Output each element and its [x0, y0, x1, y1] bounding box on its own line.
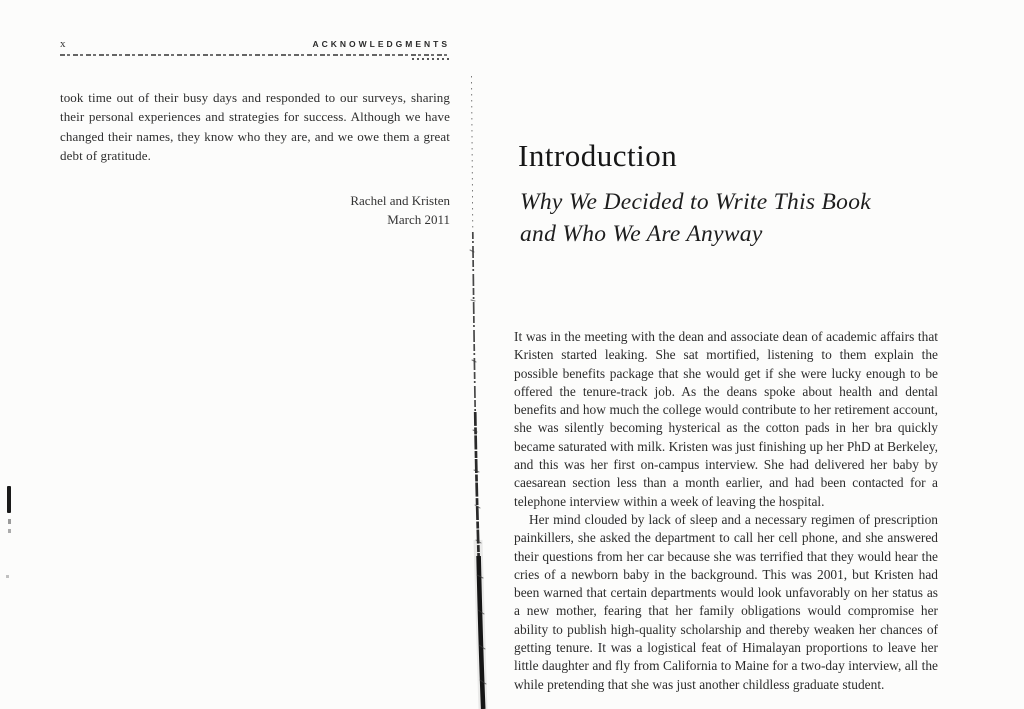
acknowledgments-paragraph: took time out of their busy days and responded to our surveys, sharing their personal experiences and strategies for success. Although we have changed their names, they know who they are, and we owe them a great debt of gratitude. [60, 89, 450, 163]
left-page [60, 38, 450, 230]
scan-artifact-mark [7, 486, 11, 513]
chapter-subtitle-line2: and Who We Are Anyway [520, 221, 763, 247]
header-rule-dots [412, 58, 450, 60]
signature-date: March 2011 [387, 212, 450, 227]
scan-artifact-mark [8, 529, 11, 533]
page-number: x [60, 38, 66, 50]
intro-paragraph-2: Her mind clouded by lack of sleep and a necessary regimen of prescription painkillers, she asked the department to call her cell phone, and she answered their questions from her car because she was terrified that they would hear the cries of a newborn baby in the background. This was 2001, but Kristen had been warned that certain departments would look unfavorably on her status as a new mother, fearing that her family obligations would compromise her ability to publish high-quality scholarship and thereby weaken her chances of getting tenure. It was a logistical feat of Himalayan proportions to leave her little daughter and fly from California to Maine for a two-day interview, all the while pretending that she was just another childless graduate student. [514, 511, 938, 692]
scan-artifact-mark [6, 575, 9, 578]
header-rule [60, 54, 450, 56]
left-page-header [60, 38, 450, 52]
signature-block [60, 191, 450, 230]
introduction-body [514, 328, 938, 694]
intro-paragraph-1: It was in the meeting with the dean and associate dean of academic affairs that Kristen started leaking. She sat mortified, listening to them explain the possible benefits package that she would get if she were lucky enough to be offered the tenure-track job. As the deans spoke about health and dental benefits and how much the college would contribute to her retirement account, she was silently becoming hysterical as the cotton pads in her bra quickly became saturated with milk. Kristen was just finishing up her PhD at Berkeley, and this was her first on-campus interview. She had delivered her baby by caesarean section less than a month earlier, and had been contacted for a telephone interview within a week of leaving the hospital. [514, 329, 938, 509]
running-header: ACKNOWLEDGMENTS [312, 39, 450, 49]
scan-artifact-mark [8, 519, 11, 524]
chapter-title: Introduction [518, 138, 678, 173]
signature-names: Rachel and Kristen [350, 192, 450, 208]
chapter-subtitle [520, 186, 871, 250]
chapter-subtitle-line1: Why We Decided to Write This Book [520, 189, 872, 215]
